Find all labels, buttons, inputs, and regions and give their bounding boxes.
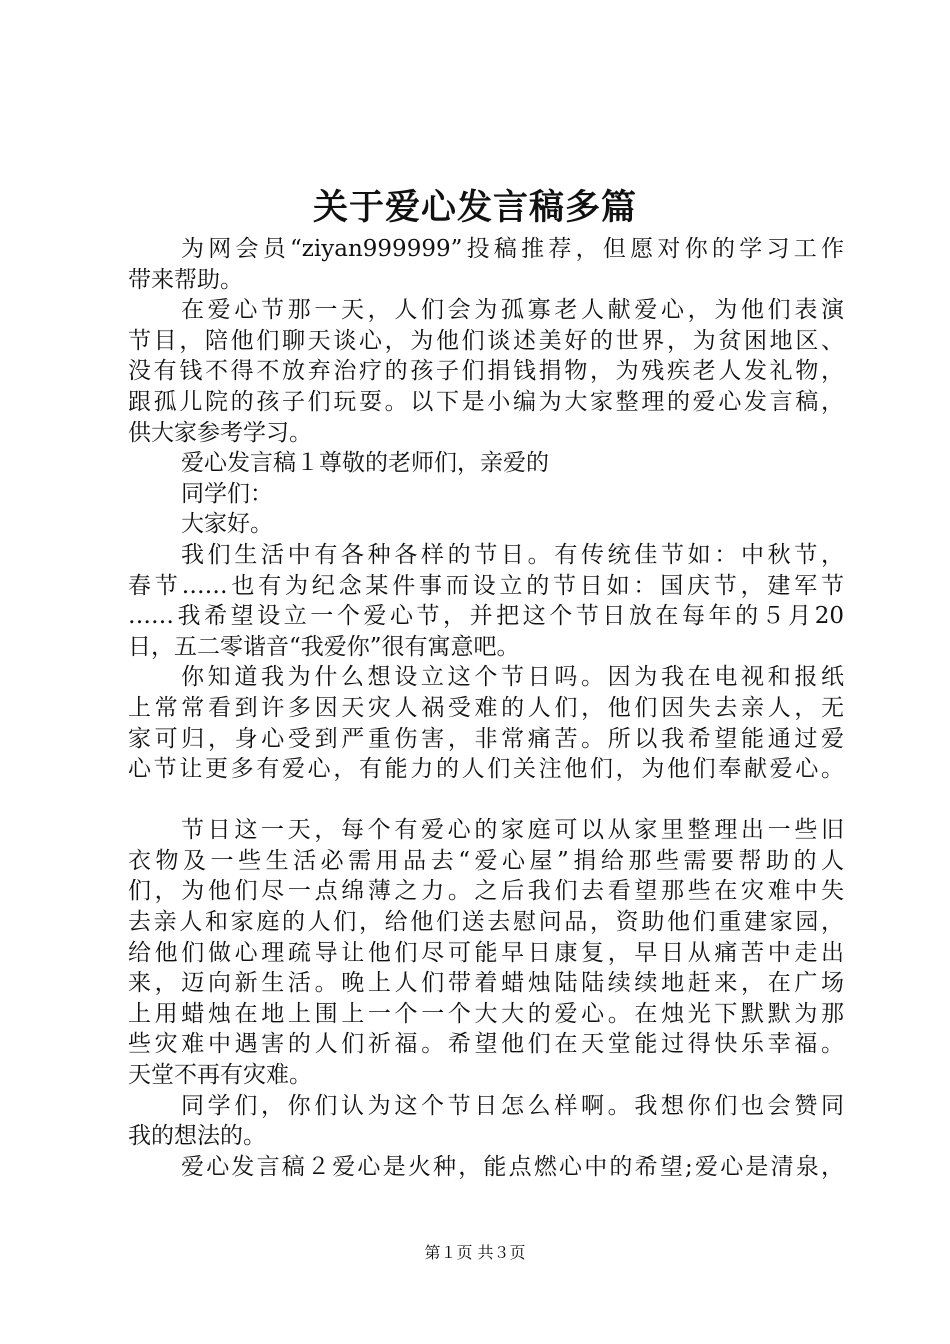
body-line: 同学们，你们认为这个节日怎么样啊。我想你们也会赞同 bbox=[181, 1092, 844, 1119]
body-line: 你知道我为什么想设立这个节日吗。因为我在电视和报纸 bbox=[181, 664, 844, 691]
body-line: 上用蜡烛在地上围上一个一个大大的爱心。在烛光下默默为那 bbox=[128, 1000, 844, 1027]
body-line: 去亲人和家庭的人们，给他们送去慰问品，资助他们重建家园， bbox=[128, 909, 844, 936]
body-line: 些灾难中遇害的人们祈福。希望他们在天堂能过得快乐幸福。 bbox=[128, 1031, 844, 1058]
body-line: 心节让更多有爱心，有能力的人们关注他们，为他们奉献爱心。 bbox=[128, 756, 844, 783]
page-footer: 第１页 共３页 bbox=[424, 1243, 526, 1262]
body-line: 日，五二零谐音“我爱你”很有寓意吧。 bbox=[128, 633, 520, 660]
body-line: 上常常看到许多因天灾人祸受难的人们，他们因失去亲人，无 bbox=[128, 694, 844, 721]
body-line: 大家好。 bbox=[181, 511, 273, 538]
body-line: 家可归，身心受到严重伤害，非常痛苦。所以我希望能通过爱 bbox=[128, 725, 844, 752]
body-line: 同学们： bbox=[181, 480, 273, 507]
body-line: 节目，陪他们聊天谈心，为他们谈述美好的世界，为贫困地区、 bbox=[128, 327, 844, 354]
body-line: 我们生活中有各种各样的节日。有传统佳节如：中秋节， bbox=[181, 541, 844, 568]
body-line: 天堂不再有灾难。 bbox=[128, 1062, 312, 1089]
body-line: 为网会员“ziyan999999”投稿推荐，但愿对你的学习工作 bbox=[181, 236, 844, 262]
body-line: 来，迈向新生活。晚上人们带着蜡烛陆陆续续地赶来，在广场 bbox=[128, 970, 844, 997]
body-line: 带来帮助。 bbox=[128, 266, 243, 293]
body-line: ……我希望设立一个爱心节，并把这个节日放在每年的５月20 bbox=[128, 603, 844, 630]
body-line: 我的想法的。 bbox=[128, 1123, 266, 1150]
body-line: 没有钱不得不放弃治疗的孩子们捐钱捐物，为残疾老人发礼物， bbox=[128, 358, 844, 385]
document-body bbox=[128, 234, 844, 1182]
body-line: 衣物及一些生活必需用品去“爱心屋”捐给那些需要帮助的人 bbox=[128, 847, 844, 874]
body-line: 供大家参考学习。 bbox=[128, 419, 312, 446]
body-line: 节日这一天，每个有爱心的家庭可以从家里整理出一些旧 bbox=[181, 817, 844, 844]
body-line: 给他们做心理疏导让他们尽可能早日康复，早日从痛苦中走出 bbox=[128, 939, 844, 966]
body-line: 跟孤儿院的孩子们玩耍。以下是小编为大家整理的爱心发言稿， bbox=[128, 388, 844, 415]
body-line: 爱心发言稿２爱心是火种，能点燃心中的希望;爱心是清泉， bbox=[181, 1153, 844, 1180]
body-line: 春节……也有为纪念某件事而设立的节日如：国庆节，建军节 bbox=[128, 572, 844, 599]
body-line bbox=[128, 785, 844, 816]
body-line: 爱心发言稿１尊敬的老师们，亲爱的 bbox=[181, 450, 549, 477]
document-title: 关于爱心发言稿多篇 bbox=[312, 187, 637, 228]
body-line: 们，为他们尽一点绵薄之力。之后我们去看望那些在灾难中失 bbox=[128, 878, 844, 905]
body-line: 在爱心节那一天，人们会为孤寡老人献爱心，为他们表演 bbox=[181, 297, 844, 324]
